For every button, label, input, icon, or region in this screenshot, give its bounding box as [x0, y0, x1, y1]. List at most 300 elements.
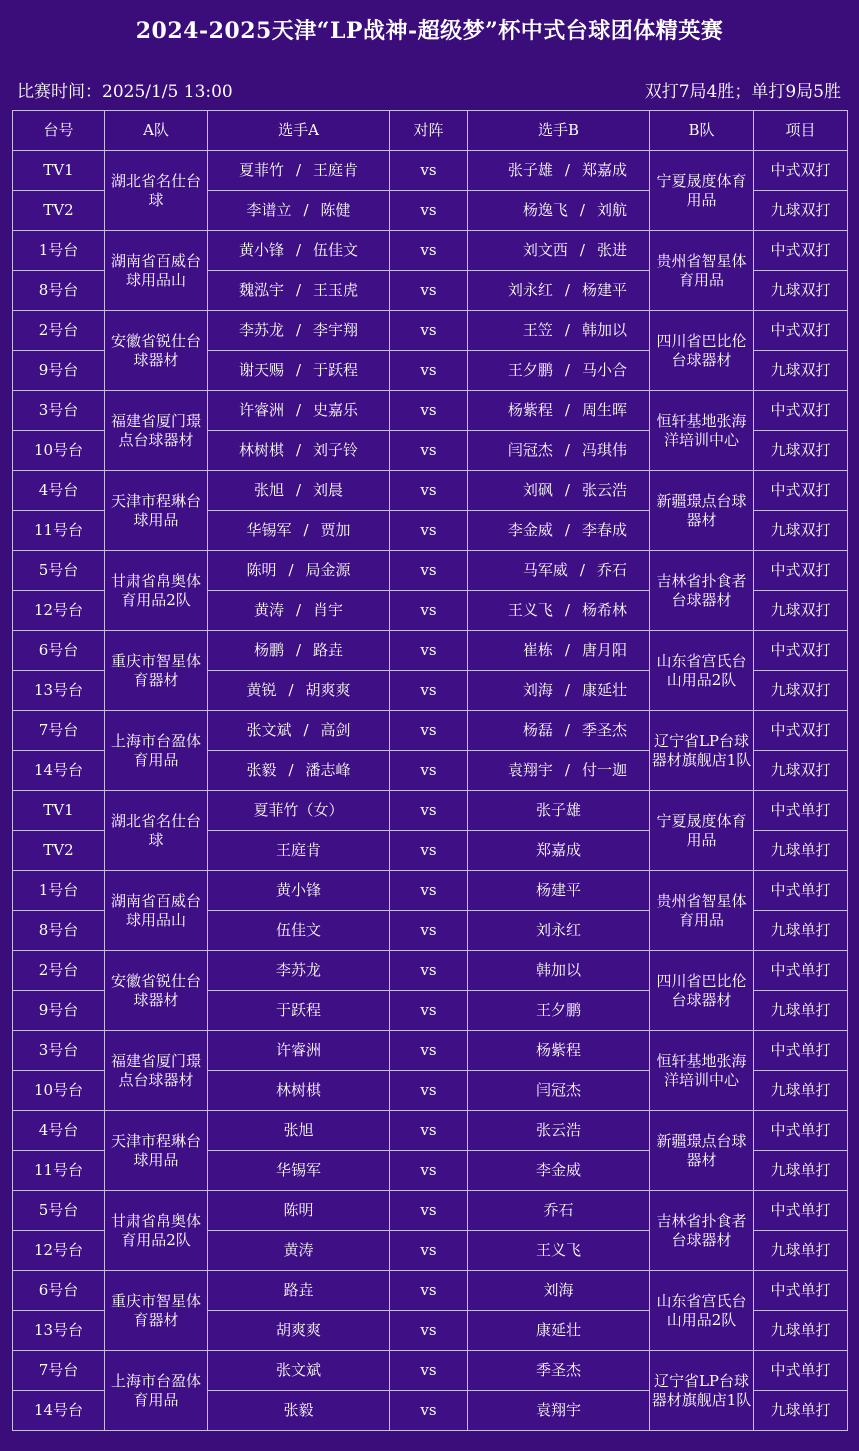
header-table-no: 台号 — [13, 111, 105, 151]
team-a: 重庆市智星体育器材 — [105, 631, 208, 711]
player-b-pair — [468, 401, 649, 420]
player-b — [468, 151, 650, 191]
table-row — [13, 1191, 848, 1231]
player-b-pair — [468, 601, 649, 620]
team-a: 安徽省锐仕台球器材 — [105, 951, 208, 1031]
player-b: 王义飞 — [468, 1231, 650, 1271]
team-b: 贵州省智星体育用品 — [650, 871, 754, 951]
player-a — [208, 711, 390, 751]
player-a-pair — [246, 681, 350, 699]
player-a-pair — [239, 361, 358, 379]
header-player-a: 选手A — [208, 111, 390, 151]
player-a2: 胡爽爽 — [305, 681, 351, 699]
team-b: 山东省宫氏台山用品2队 — [650, 1271, 754, 1351]
team-a: 福建省厦门璟点台球器材 — [105, 391, 208, 471]
player-b-pair — [468, 641, 649, 660]
player-a — [208, 271, 390, 311]
player-a2: 于跃程 — [313, 361, 359, 379]
event-type: 中式单打 — [754, 1111, 848, 1151]
table-number: TV1 — [13, 151, 105, 191]
event-type: 中式双打 — [754, 711, 848, 751]
separator: / — [579, 241, 585, 259]
player-a: 华锡军 — [208, 1151, 390, 1191]
versus: vs — [390, 1111, 468, 1151]
table-number: 7号台 — [13, 1351, 105, 1391]
separator: / — [579, 561, 585, 579]
player-b: 刘海 — [468, 1271, 650, 1311]
separator: / — [579, 201, 585, 219]
team-a: 重庆市智星体育器材 — [105, 1271, 208, 1351]
event-type: 中式双打 — [754, 551, 848, 591]
player-a — [208, 431, 390, 471]
player-b2: 冯琪伟 — [581, 441, 627, 459]
player-a — [208, 591, 390, 631]
player-b1: 杨磊 — [522, 721, 553, 739]
versus: vs — [390, 511, 468, 551]
player-a — [208, 671, 390, 711]
player-a2: 肖宇 — [313, 601, 344, 619]
player-a2: 陈健 — [320, 201, 351, 219]
event-type: 九球单打 — [754, 831, 848, 871]
player-b — [468, 751, 650, 791]
player-b: 张子雄 — [468, 791, 650, 831]
table-row — [13, 791, 848, 831]
table-number: 7号台 — [13, 711, 105, 751]
versus: vs — [390, 151, 468, 191]
table-number: 5号台 — [13, 551, 105, 591]
player-a: 张旭 — [208, 1111, 390, 1151]
player-a — [208, 231, 390, 271]
event-type: 九球单打 — [754, 911, 848, 951]
player-a: 路垚 — [208, 1271, 390, 1311]
player-b2: 周生晖 — [581, 401, 627, 419]
separator: / — [295, 641, 302, 659]
header-team-b: B队 — [650, 111, 754, 151]
separator: / — [303, 201, 309, 219]
player-b: 袁翔宇 — [468, 1391, 650, 1431]
team-a: 上海市台盈体育用品 — [105, 711, 208, 791]
separator: / — [564, 481, 570, 499]
player-a — [208, 551, 390, 591]
table-number: 9号台 — [13, 991, 105, 1031]
player-a-pair — [239, 321, 358, 339]
player-a: 胡爽爽 — [208, 1311, 390, 1351]
table-number: 5号台 — [13, 1191, 105, 1231]
team-a: 天津市程琳台球用品 — [105, 1111, 208, 1191]
player-b — [468, 391, 650, 431]
player-b: 韩加以 — [468, 951, 650, 991]
team-a: 甘肃省帛奥体育用品2队 — [105, 551, 208, 631]
table-number: 3号台 — [13, 1031, 105, 1071]
team-b: 宁夏晟度体育用品 — [650, 151, 754, 231]
versus: vs — [390, 671, 468, 711]
player-a2: 刘子铃 — [313, 441, 359, 459]
versus: vs — [390, 1231, 468, 1271]
player-a1: 张旭 — [253, 481, 284, 499]
player-b — [468, 271, 650, 311]
separator: / — [564, 361, 570, 379]
player-a2: 高剑 — [320, 721, 351, 739]
player-b1: 杨紫程 — [507, 401, 553, 419]
event-type: 九球双打 — [754, 431, 848, 471]
player-b — [468, 671, 650, 711]
event-type: 中式双打 — [754, 311, 848, 351]
player-b2: 乔石 — [596, 561, 627, 579]
table-number: 11号台 — [13, 1151, 105, 1191]
event-type: 九球双打 — [754, 351, 848, 391]
player-b-pair — [468, 721, 649, 740]
event-type: 九球单打 — [754, 1071, 848, 1111]
table-number: 13号台 — [13, 1311, 105, 1351]
player-a — [208, 151, 390, 191]
versus: vs — [390, 1271, 468, 1311]
table-header-row — [13, 111, 848, 151]
player-b2: 张进 — [596, 241, 627, 259]
player-a-pair — [246, 721, 350, 739]
separator: / — [564, 521, 570, 539]
player-a1: 黄锐 — [246, 681, 277, 699]
separator: / — [564, 441, 570, 459]
player-a-pair — [239, 441, 358, 459]
player-a1: 魏泓宇 — [238, 281, 284, 299]
player-a2: 局金源 — [305, 561, 351, 579]
player-b2: 付一迦 — [581, 761, 627, 779]
player-b1: 刘文西 — [522, 241, 568, 259]
event-type: 九球单打 — [754, 1311, 848, 1351]
separator: / — [295, 161, 302, 179]
table-row — [13, 631, 848, 671]
player-b: 杨建平 — [468, 871, 650, 911]
player-a-pair — [254, 601, 343, 619]
schedule-body — [13, 151, 848, 1431]
player-b: 刘永红 — [468, 911, 650, 951]
player-b1: 袁翔宇 — [507, 761, 553, 779]
player-b — [468, 711, 650, 751]
player-b: 闫冠杰 — [468, 1071, 650, 1111]
player-a — [208, 511, 390, 551]
player-b-pair — [468, 361, 649, 380]
versus: vs — [390, 191, 468, 231]
table-number: TV1 — [13, 791, 105, 831]
event-type: 中式双打 — [754, 631, 848, 671]
player-b — [468, 351, 650, 391]
table-row — [13, 1271, 848, 1311]
separator: / — [295, 601, 302, 619]
team-b: 吉林省扑食者台球器材 — [650, 551, 754, 631]
versus: vs — [390, 551, 468, 591]
table-row — [13, 871, 848, 911]
player-a1: 林树棋 — [238, 441, 284, 459]
player-a2: 史嘉乐 — [313, 401, 359, 419]
event-type: 九球双打 — [754, 511, 848, 551]
team-b: 新疆璟点台球器材 — [650, 471, 754, 551]
player-a: 李苏龙 — [208, 951, 390, 991]
player-b-pair — [468, 321, 649, 340]
player-a2: 李宇翔 — [313, 321, 359, 339]
versus: vs — [390, 1351, 468, 1391]
event-type: 中式单打 — [754, 871, 848, 911]
player-a-pair — [239, 281, 358, 299]
separator: / — [564, 601, 570, 619]
team-b: 恒轩基地张海洋培训中心 — [650, 1031, 754, 1111]
player-b1: 刘永红 — [507, 281, 553, 299]
player-a: 伍佳文 — [208, 911, 390, 951]
team-b: 贵州省智星体育用品 — [650, 231, 754, 311]
team-b: 恒轩基地张海洋培训中心 — [650, 391, 754, 471]
team-a: 湖北省名仕台球 — [105, 151, 208, 231]
player-a: 陈明 — [208, 1191, 390, 1231]
header-event: 项目 — [754, 111, 848, 151]
table-number: TV2 — [13, 831, 105, 871]
player-b1: 张子雄 — [507, 161, 553, 179]
separator: / — [288, 561, 294, 579]
player-a: 于跃程 — [208, 991, 390, 1031]
separator: / — [288, 761, 294, 779]
player-b — [468, 591, 650, 631]
separator: / — [564, 641, 570, 659]
player-a: 许睿洲 — [208, 1031, 390, 1071]
player-b-pair — [468, 201, 649, 220]
table-row — [13, 711, 848, 751]
player-b: 王夕鹏 — [468, 991, 650, 1031]
player-b2: 郑嘉成 — [581, 161, 627, 179]
table-row — [13, 151, 848, 191]
player-b — [468, 231, 650, 271]
event-type: 九球双打 — [754, 271, 848, 311]
separator: / — [564, 401, 570, 419]
player-b2: 李春成 — [581, 521, 627, 539]
player-b — [468, 631, 650, 671]
player-b2: 康延壮 — [581, 681, 627, 699]
versus: vs — [390, 831, 468, 871]
player-b-pair — [468, 241, 649, 260]
versus: vs — [390, 1191, 468, 1231]
player-a: 黄小锋 — [208, 871, 390, 911]
player-a-pair — [239, 161, 358, 179]
player-a1: 李谱立 — [246, 201, 292, 219]
player-b1: 李金威 — [507, 521, 553, 539]
team-b: 吉林省扑食者台球器材 — [650, 1191, 754, 1271]
versus: vs — [390, 631, 468, 671]
versus: vs — [390, 1391, 468, 1431]
player-b2: 杨建平 — [581, 281, 627, 299]
table-number: 13号台 — [13, 671, 105, 711]
table-number: TV2 — [13, 191, 105, 231]
team-a: 湖北省名仕台球 — [105, 791, 208, 871]
table-row — [13, 1031, 848, 1071]
page-title: 2024-2025天津“LP战神-超级梦”杯中式台球团体精英赛 — [135, 18, 724, 44]
player-a1: 陈明 — [246, 561, 277, 579]
player-b — [468, 311, 650, 351]
versus: vs — [390, 431, 468, 471]
player-a1: 华锡军 — [246, 521, 292, 539]
match-time: 比赛时间：2025/1/5 13:00 — [17, 82, 233, 102]
table-number: 12号台 — [13, 1231, 105, 1271]
player-a1: 张毅 — [246, 761, 277, 779]
player-b2: 马小合 — [581, 361, 627, 379]
player-a1: 夏菲竹 — [238, 161, 284, 179]
team-a: 甘肃省帛奥体育用品2队 — [105, 1191, 208, 1271]
table-number: 8号台 — [13, 271, 105, 311]
team-a: 安徽省锐仕台球器材 — [105, 311, 208, 391]
table-number: 10号台 — [13, 431, 105, 471]
player-a-pair — [246, 561, 350, 579]
player-b1: 王笠 — [522, 321, 553, 339]
table-number: 1号台 — [13, 231, 105, 271]
team-b: 辽宁省LP台球器材旗舰店1队 — [650, 1351, 754, 1431]
player-b2: 唐月阳 — [581, 641, 627, 659]
event-type: 中式单打 — [754, 791, 848, 831]
versus: vs — [390, 231, 468, 271]
schedule-table — [12, 110, 848, 1431]
event-type: 中式单打 — [754, 1191, 848, 1231]
event-type: 中式单打 — [754, 951, 848, 991]
table-number: 14号台 — [13, 751, 105, 791]
player-a — [208, 471, 390, 511]
versus: vs — [390, 1071, 468, 1111]
team-b: 宁夏晟度体育用品 — [650, 791, 754, 871]
separator: / — [564, 321, 570, 339]
player-a-pair — [239, 241, 358, 259]
separator: / — [295, 401, 302, 419]
player-a: 张毅 — [208, 1391, 390, 1431]
player-b1: 刘砜 — [522, 481, 553, 499]
versus: vs — [390, 591, 468, 631]
table-number: 12号台 — [13, 591, 105, 631]
player-a1: 黄小锋 — [238, 241, 284, 259]
event-type: 中式单打 — [754, 1351, 848, 1391]
player-a-pair — [246, 521, 350, 539]
table-number: 3号台 — [13, 391, 105, 431]
separator: / — [288, 681, 294, 699]
player-a-pair — [254, 481, 343, 499]
table-row — [13, 231, 848, 271]
team-a: 上海市台盈体育用品 — [105, 1351, 208, 1431]
team-a: 湖南省百威台球用品山 — [105, 231, 208, 311]
player-b2: 杨希林 — [581, 601, 627, 619]
header-player-b: 选手B — [468, 111, 650, 151]
event-type: 中式双打 — [754, 391, 848, 431]
player-b — [468, 431, 650, 471]
table-number: 14号台 — [13, 1391, 105, 1431]
separator: / — [303, 521, 309, 539]
player-a — [208, 631, 390, 671]
separator: / — [295, 481, 302, 499]
table-row — [13, 1111, 848, 1151]
player-a: 夏菲竹（女） — [208, 791, 390, 831]
event-type: 中式单打 — [754, 1031, 848, 1071]
team-a: 天津市程琳台球用品 — [105, 471, 208, 551]
event-type: 九球双打 — [754, 191, 848, 231]
table-number: 4号台 — [13, 471, 105, 511]
table-number: 4号台 — [13, 1111, 105, 1151]
event-type: 九球单打 — [754, 1391, 848, 1431]
table-number: 11号台 — [13, 511, 105, 551]
table-number: 2号台 — [13, 951, 105, 991]
player-a1: 杨鹏 — [253, 641, 284, 659]
player-b1: 马军威 — [522, 561, 568, 579]
table-number: 6号台 — [13, 1271, 105, 1311]
table-row — [13, 1351, 848, 1391]
event-type: 中式双打 — [754, 151, 848, 191]
versus: vs — [390, 991, 468, 1031]
versus: vs — [390, 271, 468, 311]
table-row — [13, 551, 848, 591]
player-b: 杨紫程 — [468, 1031, 650, 1071]
table-row — [13, 311, 848, 351]
team-b: 辽宁省LP台球器材旗舰店1队 — [650, 711, 754, 791]
event-type: 中式单打 — [754, 1271, 848, 1311]
player-b — [468, 551, 650, 591]
separator: / — [564, 161, 570, 179]
player-b: 康延壮 — [468, 1311, 650, 1351]
player-a2: 刘晨 — [313, 481, 344, 499]
player-b-pair — [468, 561, 649, 580]
separator: / — [564, 281, 570, 299]
player-b — [468, 191, 650, 231]
header-versus: 对阵 — [390, 111, 468, 151]
player-a-pair — [239, 401, 358, 419]
table-number: 1号台 — [13, 871, 105, 911]
player-a2: 王庭肯 — [313, 161, 359, 179]
versus: vs — [390, 951, 468, 991]
player-b-pair — [468, 761, 649, 780]
match-format: 双打7局4胜；单打9局5胜 — [644, 82, 841, 102]
separator: / — [295, 241, 302, 259]
player-a1: 许睿洲 — [238, 401, 284, 419]
player-b: 乔石 — [468, 1191, 650, 1231]
player-b: 季圣杰 — [468, 1351, 650, 1391]
versus: vs — [390, 471, 468, 511]
player-b: 郑嘉成 — [468, 831, 650, 871]
player-a: 王庭肯 — [208, 831, 390, 871]
player-b: 李金威 — [468, 1151, 650, 1191]
separator: / — [295, 361, 302, 379]
player-b — [468, 511, 650, 551]
player-b1: 崔栋 — [522, 641, 553, 659]
table-number: 8号台 — [13, 911, 105, 951]
player-a — [208, 751, 390, 791]
player-b — [468, 471, 650, 511]
table-row — [13, 471, 848, 511]
player-b2: 韩加以 — [581, 321, 627, 339]
team-b: 四川省巴比伦台球器材 — [650, 311, 754, 391]
separator: / — [303, 721, 309, 739]
versus: vs — [390, 1031, 468, 1071]
player-b2: 张云浩 — [581, 481, 627, 499]
player-a1: 张文斌 — [246, 721, 292, 739]
player-a1: 李苏龙 — [238, 321, 284, 339]
player-a — [208, 391, 390, 431]
event-type: 九球单打 — [754, 1151, 848, 1191]
player-b-pair — [468, 161, 649, 180]
versus: vs — [390, 871, 468, 911]
player-a2: 王玉虎 — [313, 281, 359, 299]
player-a — [208, 191, 390, 231]
table-row — [13, 391, 848, 431]
player-a1: 谢天赐 — [238, 361, 284, 379]
player-b1: 王夕鹏 — [507, 361, 553, 379]
player-b-pair — [468, 281, 649, 300]
player-b-pair — [468, 481, 649, 500]
versus: vs — [390, 351, 468, 391]
event-type: 九球单打 — [754, 1231, 848, 1271]
player-b-pair — [468, 681, 649, 700]
player-b-pair — [468, 521, 649, 540]
header-team-a: A队 — [105, 111, 208, 151]
event-type: 中式双打 — [754, 231, 848, 271]
player-a2: 路垚 — [313, 641, 344, 659]
